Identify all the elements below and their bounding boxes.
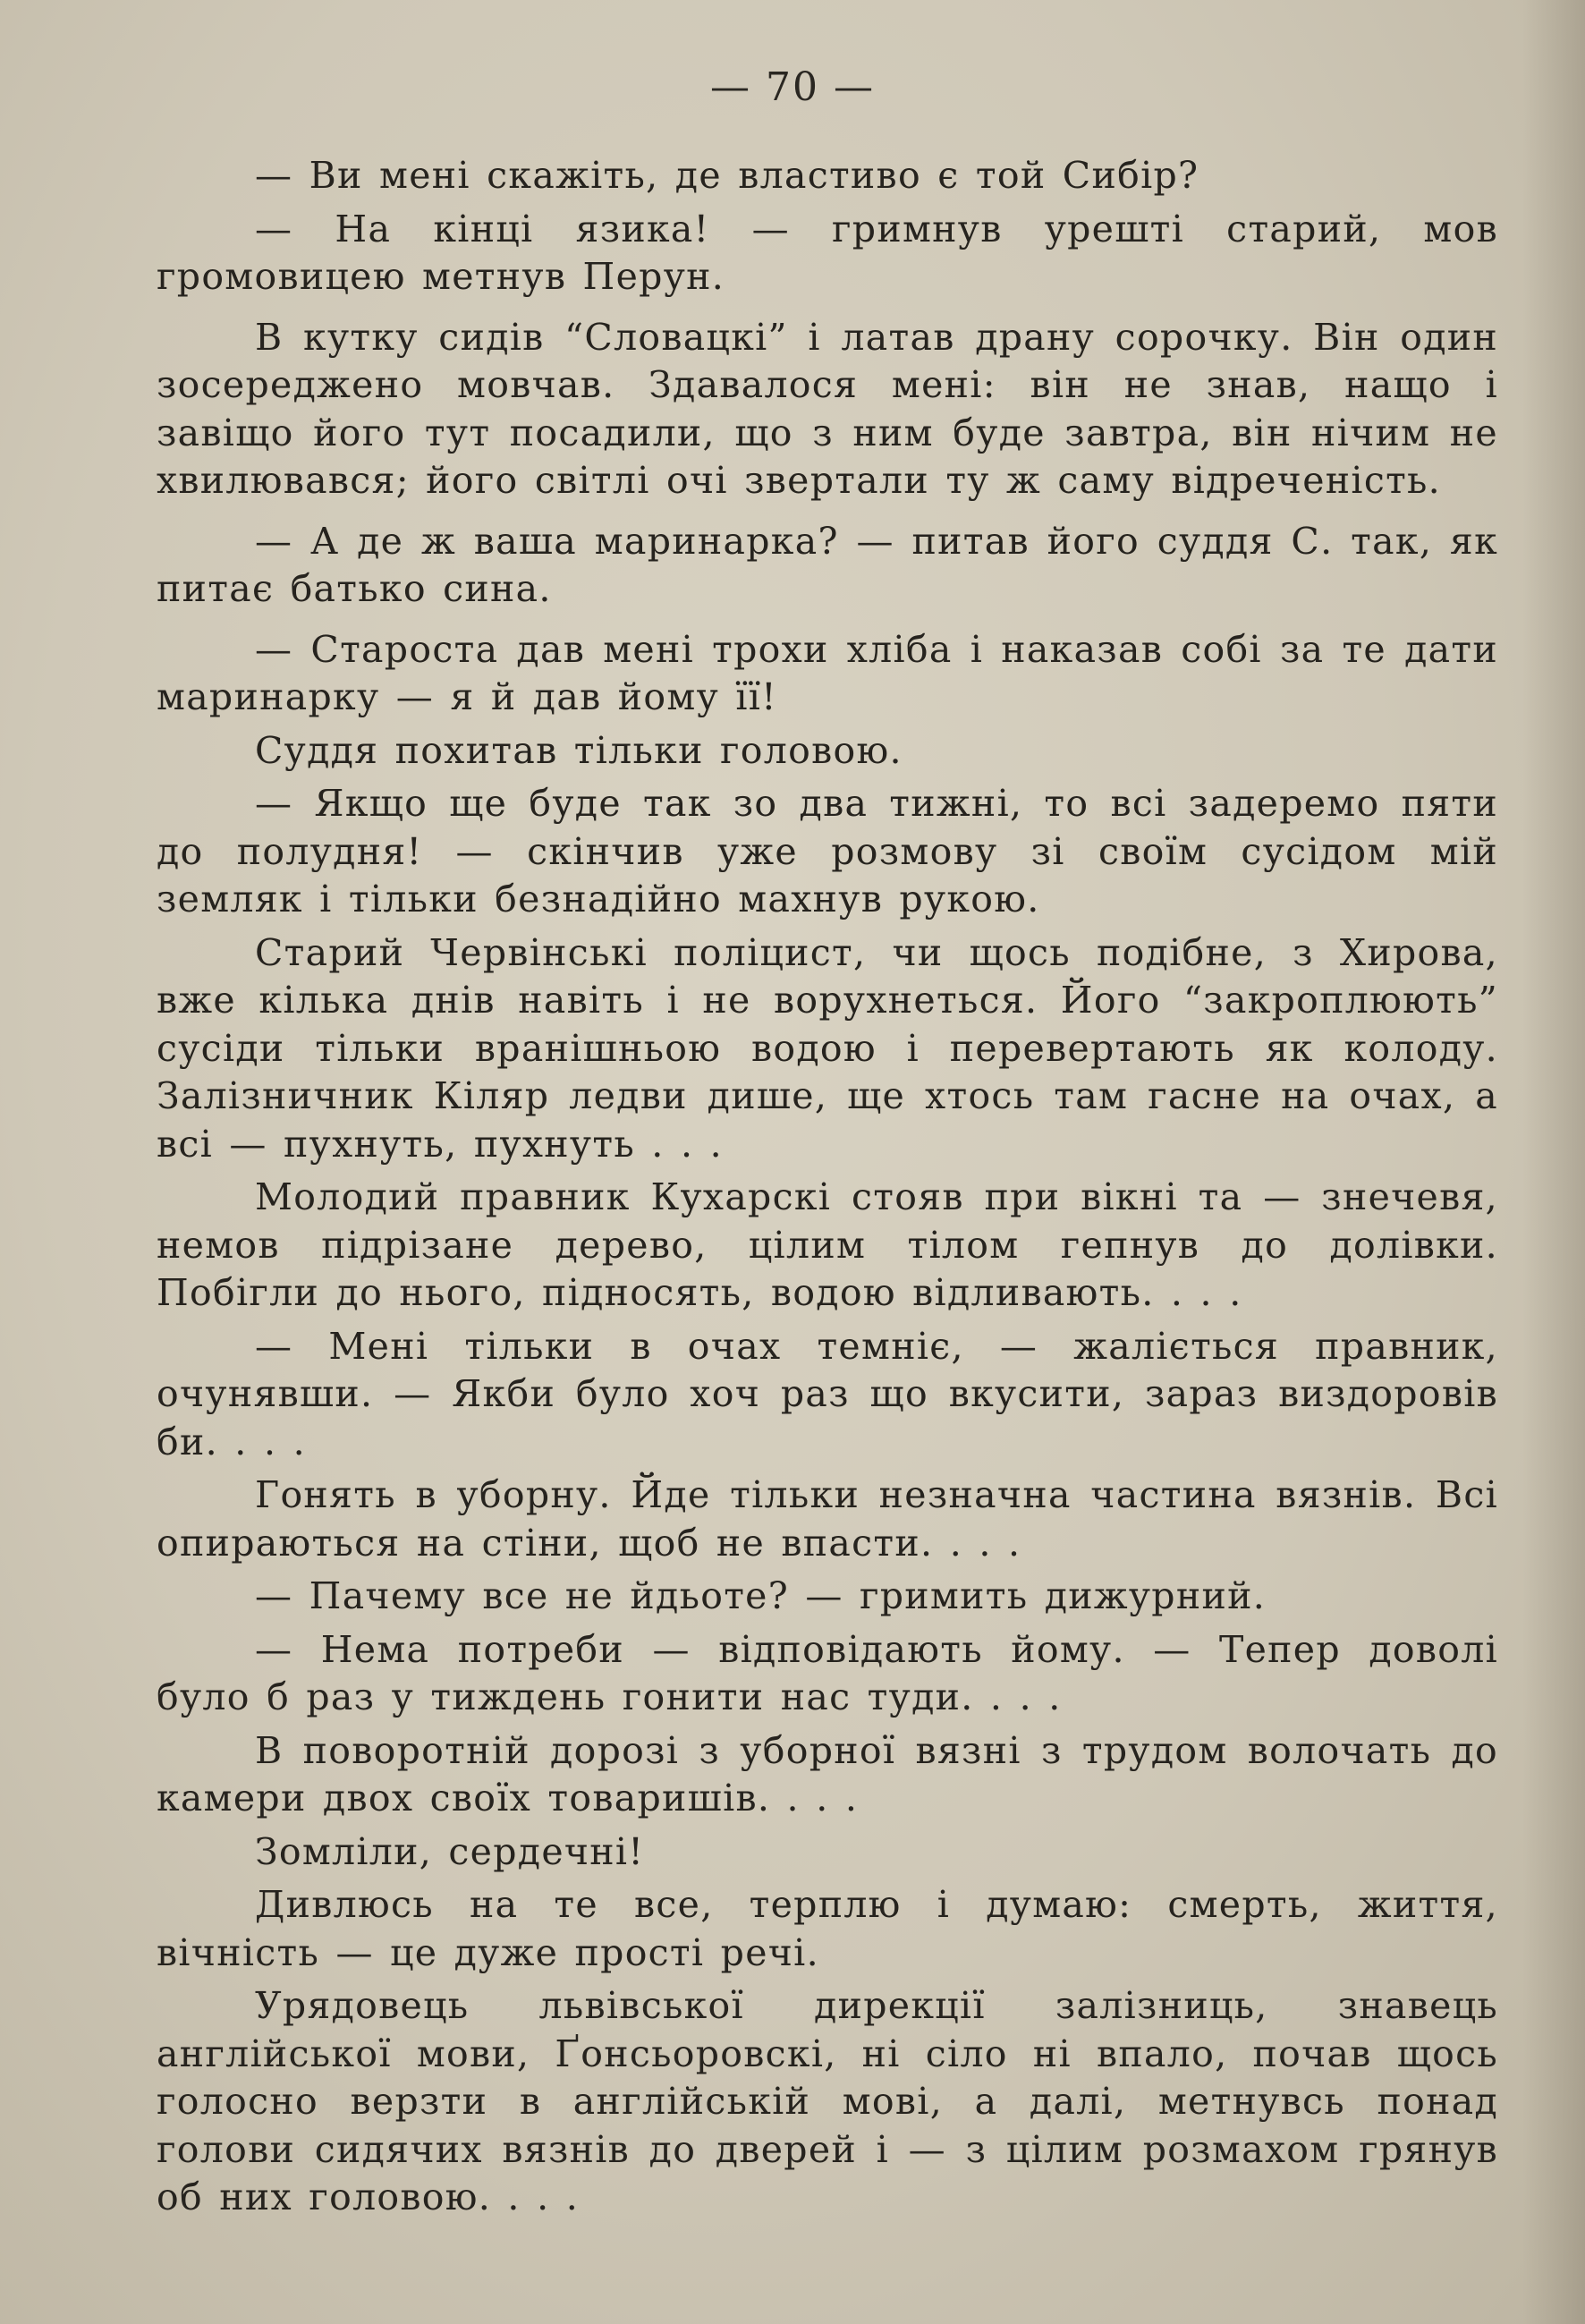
paragraph: — Староста дав мені трохи хліба і наказав собі за те дати маринарку — я й дав йому її!	[157, 627, 1498, 718]
paragraph: — Мені тільки в очах темніє, — жаліється правник, очунявши. — Якби було хоч раз що вкусити, зараз виздоровів би. . . .	[157, 1324, 1498, 1463]
body-text	[157, 152, 1498, 2227]
paragraph: Суддя похитав тільки головою.	[255, 728, 903, 772]
paragraph: Гонять в уборну. Йде тільки незначна частина вязнів. Всі опираються на стіни, щоб не впасти. . . .	[157, 1473, 1498, 1565]
paragraph: Молодий правник Кухарскі стояв при вікні та — знечевя, немов підрізане дерево, цілим тілом гепнув до долівки. Побігли до нього, підносять, водою відливають. . . .	[157, 1175, 1498, 1314]
paragraph: В поворотній дорозі з уборної вязні з трудом волочать до камери двох своїх товаришів. . . .	[157, 1728, 1498, 1819]
paragraph: — На кінці язика! — гримнув урешті старий, мов громовицею метнув Перун.	[157, 207, 1498, 298]
paragraph: — Нема потреби — відповідають йому. — Тепер доволі було б раз у тиждень гонити нас туди. . . .	[157, 1627, 1498, 1718]
paragraph: Старий Червінські поліцист, чи щось подібне, з Хирова, вже кілька днів навіть і не ворухнеться. Його “закроплюють” сусіди тільки вранішньою водою і перевертають як колоду. Залізничник Кіляр ледви дише, ще хтось там гасне на очах, а всі — пухнуть, пухнуть . . .	[157, 930, 1498, 1166]
paragraph: Урядовець львівської дирекції залізниць, знавець англійської мови, Ґонсьоровскі, ні сіло ні впало, почав щось голосно верзти в англійській мові, а далі, метнувсь понад голови сидячих вязнів до дверей і — з цілим розмахом грянув об них головою. . . .	[157, 1984, 1498, 2218]
paragraph: Дивлюсь на те все, терплю і думаю: смерть, життя, вічність — це дуже прості речі.	[157, 1883, 1498, 1974]
page-edge-shadow	[1522, 0, 1585, 2324]
page-number: — 70 —	[710, 64, 875, 110]
paragraph: В кутку сидів “Словацкі” і латав драну сорочку. Він один зосереджено мовчав. Здавалося мені: він не знав, нащо і завіщо його тут посадили, що з ним буде завтра, він нічим не хвилювався; його світлі очі звертали ту ж саму відреченість.	[157, 315, 1498, 502]
paragraph: — Якщо ще буде так зо два тижні, то всі задеремо пяти до полудня! — скінчив уже розмову зі своїм сусідом мій земляк і тільки безнадійно махнув рукою.	[157, 782, 1498, 920]
paragraph: Зомліли, сердечні!	[255, 1829, 645, 1873]
paragraph: — Ви мені скажіть, де властиво є той Сибір?	[255, 154, 1199, 197]
paragraph: — Пачему все не йдьоте? — гримить дижурний.	[255, 1574, 1267, 1617]
paragraph: — А де ж ваша маринарка? — питав його суддя С. так, як питає батько сина.	[157, 519, 1498, 610]
